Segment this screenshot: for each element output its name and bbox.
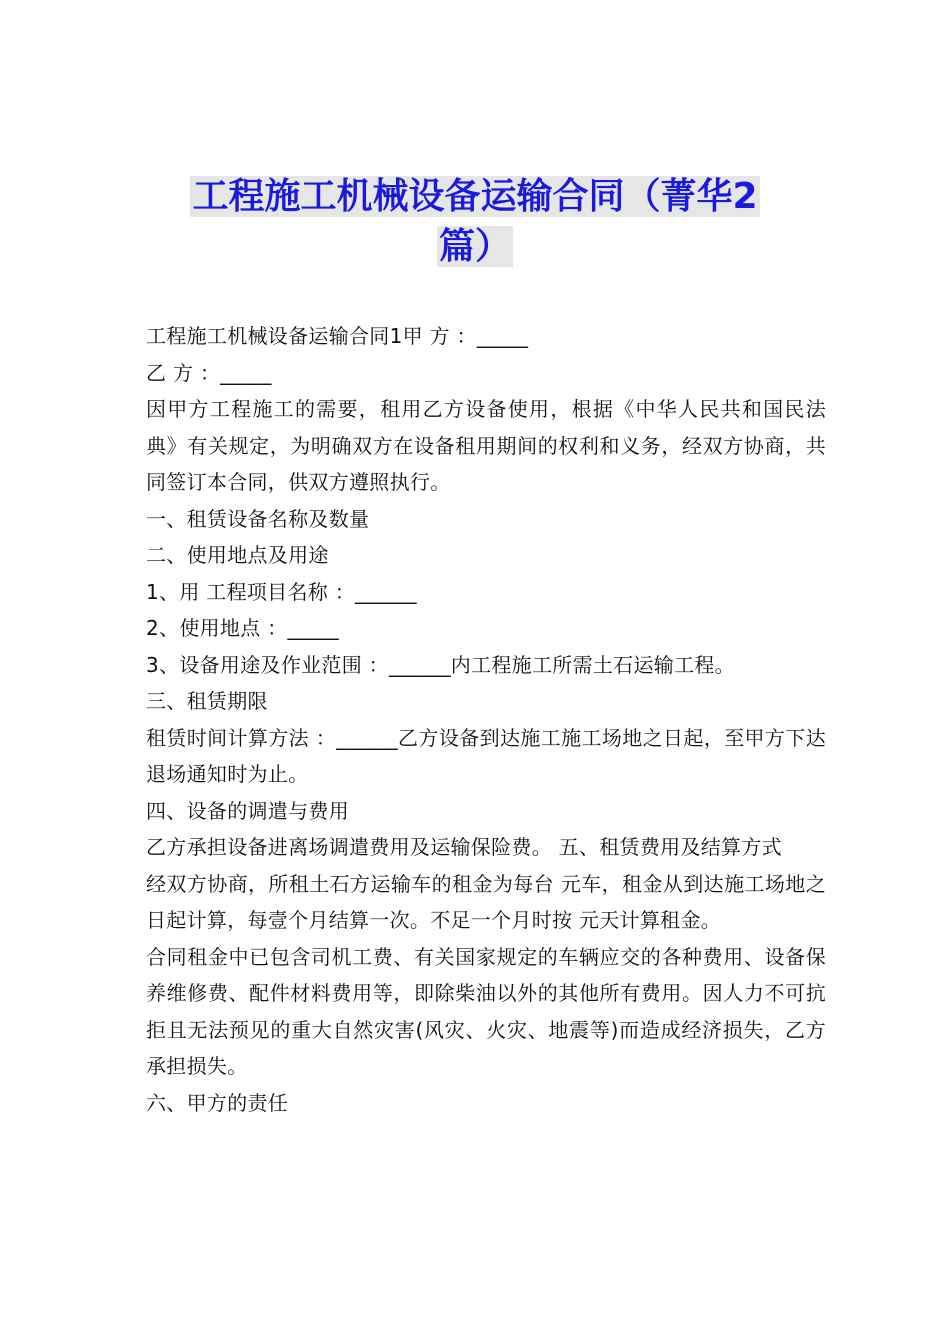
paragraph: 租赁时间计算方法 ：______乙方设备到达施工施工场地之日起，至甲方下达退场通知时为止。 (146, 725, 826, 786)
paragraph: 2、使用地点 ：_____ (146, 616, 339, 640)
paragraph: 因甲方工程施工的需要，租用乙方设备使用，根据《中华人民共和国民法典》有关规定，为明确双方在设备租用期间的权利和义务，经双方协商，共同签订本合同，供双方遵照执行。 (146, 397, 826, 494)
title-line-1: 工程施工机械设备运输合同（菁华2 (192, 176, 758, 217)
section-heading: 六、甲方的责任 (146, 1090, 289, 1115)
document-body (146, 318, 826, 1121)
paragraph: 合同租金中已包含司机工费、有关国家规定的车辆应交的各种费用、设备保养维修费、配件材料费用等，即除柴油以外的其他所有费用。因人力不可抗拒且无法预见的重大自然灾害(风灾、火灾、地震等)而造成经济损失，乙方承担损失。 (146, 944, 826, 1078)
section-heading: 三、租赁期限 (146, 689, 268, 713)
paragraph: 1、用 工程项目名称 ：______ (146, 579, 417, 604)
paragraph: 3、设备用途及作业范围 ：______内工程施工所需土石运输工程。 (146, 652, 735, 677)
paragraph: 经双方协商，所租土石方运输车的租金为每台 元车，租金从到达施工场地之日起计算，每壹个月结算一次。不足一个月时按 元天计算租金。 (146, 871, 826, 932)
section-heading: 四、设备的调遣与费用 (146, 798, 349, 823)
section-heading: 一、租赁设备名称及数量 (146, 506, 370, 531)
section-heading: 二、使用地点及用途 (146, 543, 329, 567)
document-title (150, 172, 800, 272)
paragraph: 工程施工机械设备运输合同1甲 方 ：_____ (146, 324, 529, 348)
paragraph: 乙 方 ：_____ (146, 360, 272, 385)
paragraph: 乙方承担设备进离场调遣费用及运输保险费。 五、租赁费用及结算方式 (146, 835, 782, 859)
title-line-2: 篇） (438, 226, 511, 267)
